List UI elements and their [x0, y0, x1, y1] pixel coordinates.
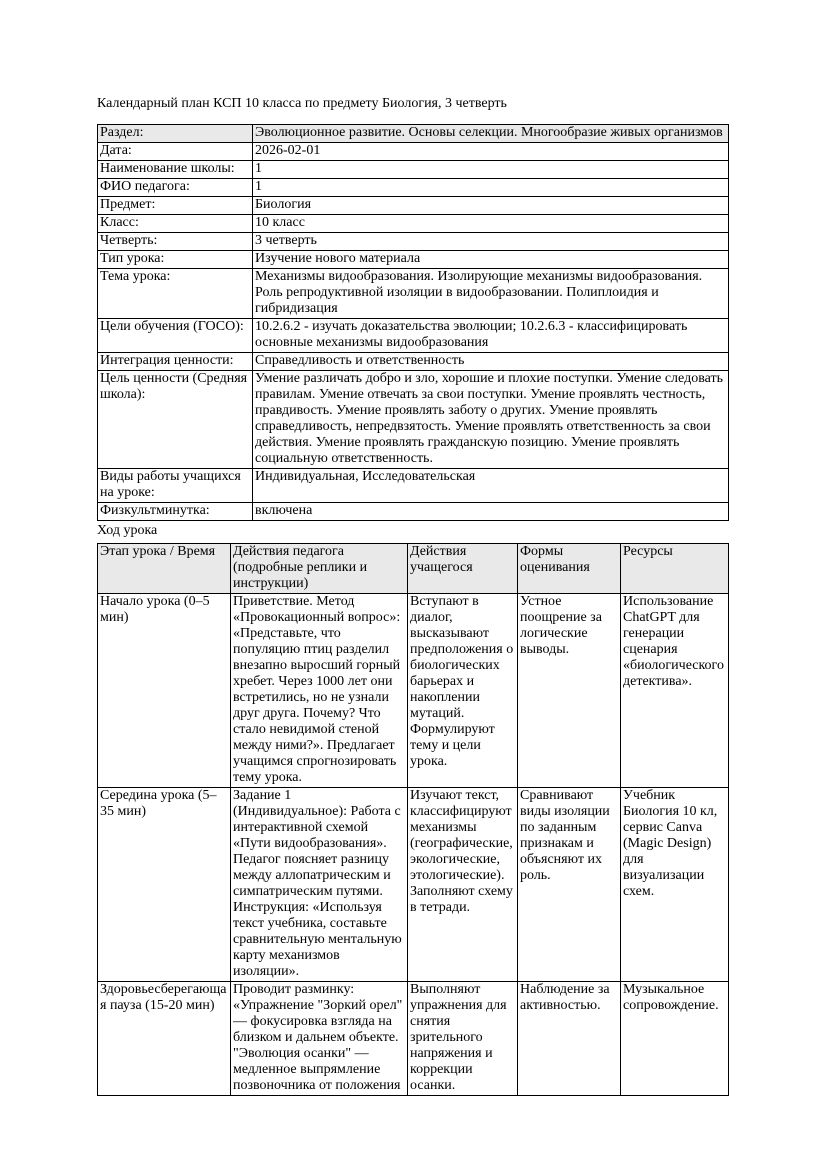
header-teacher-actions: Действия педагога (подробные реплики и инструкции): [231, 544, 408, 594]
info-row: [98, 319, 729, 353]
lesson-table-body: [98, 594, 729, 1096]
teacher-actions-cell: Проводит разминку: «Упражнение "Зоркий орел" — фокусировка взгляда на близком и дальнем объекте. "Эволюция осанки" — медленное выпрямление позвоночника от положения: [231, 982, 408, 1096]
info-row: [98, 503, 729, 521]
teacher-actions-cell: Задание 1 (Индивидуальное): Работа с интерактивной схемой «Пути видообразования». Педагог поясняет разницу между аллопатрическим и симпатрическим путями. Инструкция: «Используя текст учебника, составьте сравнительную ментальную карту механизмов изоляции».: [231, 788, 408, 982]
info-value-cell: 1: [253, 161, 729, 179]
info-label-cell: Предмет:: [98, 197, 253, 215]
info-value-cell: Справедливость и ответственность: [253, 353, 729, 371]
info-row: [98, 143, 729, 161]
header-resources: Ресурсы: [621, 544, 729, 594]
student-actions-cell: Изучают текст, классифицируют механизмы (географические, экологические, этологические). Заполняют схему в тетради.: [408, 788, 518, 982]
info-value-cell: Умение различать добро и зло, хорошие и плохие поступки. Умение следовать правилам. Умение отвечать за свои поступки. Умение проявлять честность, правдивость. Умение проявлять заботу о других. Умение проявлять справедливость, непредвзятость. Умение проявлять ответственность за свои действия. Умение проявлять гражданскую позицию. Умение проявлять социальную ответственность.: [253, 371, 729, 469]
stage-time-cell: Здоровьесберегающая пауза (15-20 мин): [98, 982, 231, 1096]
lesson-row: [98, 982, 729, 1096]
info-label-cell: Тип урока:: [98, 251, 253, 269]
assessment-cell: Устное поощрение за логические выводы.: [518, 594, 621, 788]
info-row: [98, 251, 729, 269]
info-row: [98, 125, 729, 143]
info-label-cell: Тема урока:: [98, 269, 253, 319]
student-actions-cell: Выполняют упражнения для снятия зрительного напряжения и коррекции осанки.: [408, 982, 518, 1096]
header-student-actions: Действия учащегося: [408, 544, 518, 594]
info-value-cell: Биология: [253, 197, 729, 215]
assessment-cell: Сравнивают виды изоляции по заданным признакам и объясняют их роль.: [518, 788, 621, 982]
resources-cell: Музыкальное сопровождение.: [621, 982, 729, 1096]
lesson-row: [98, 594, 729, 788]
info-value-cell: 1: [253, 179, 729, 197]
info-label-cell: Класс:: [98, 215, 253, 233]
info-row: [98, 371, 729, 469]
info-value-cell: 3 четверть: [253, 233, 729, 251]
stage-time-cell: Начало урока (0–5 мин): [98, 594, 231, 788]
teacher-actions-cell: Приветствие. Метод «Провокационный вопрос»: «Представьте, что популяцию птиц разделил внезапно выросший горный хребет. Через 1000 лет они встретились, но не узнали друг друга. Почему? Что стало невидимой стеной между ними?». Предлагает учащимся спрогнозировать тему урока.: [231, 594, 408, 788]
resources-cell: Использование ChatGPT для генерации сценария «биологического детектива».: [621, 594, 729, 788]
document-title: Календарный план КСП 10 класса по предмету Биология, 3 четверть: [97, 96, 507, 111]
info-row: [98, 215, 729, 233]
info-value-cell: 10.2.6.2 - изучать доказательства эволюции; 10.2.6.3 - классифицировать основные механизмы видообразования: [253, 319, 729, 353]
info-value-cell: Эволюционное развитие. Основы селекции. Многообразие живых организмов: [253, 125, 729, 143]
info-value-cell: включена: [253, 503, 729, 521]
info-table-body: [98, 125, 729, 521]
info-label-cell: Цель ценности (Средняя школа):: [98, 371, 253, 469]
info-label-cell: Физкультминутка:: [98, 503, 253, 521]
section-heading: Ход урока: [97, 523, 158, 538]
info-value-cell: Изучение нового материала: [253, 251, 729, 269]
lesson-row: [98, 788, 729, 982]
info-label-cell: Четверть:: [98, 233, 253, 251]
info-label-cell: Интеграция ценности:: [98, 353, 253, 371]
student-actions-cell: Вступают в диалог, высказывают предположения о биологических барьерах и накоплении мутаций. Формулируют тему и цели урока.: [408, 594, 518, 788]
info-label-cell: Раздел:: [98, 125, 253, 143]
stage-time-cell: Середина урока (5–35 мин): [98, 788, 231, 982]
info-value-cell: 10 класс: [253, 215, 729, 233]
assessment-cell: Наблюдение за активностью.: [518, 982, 621, 1096]
info-label-cell: Дата:: [98, 143, 253, 161]
lesson-table-header-row: [98, 544, 729, 594]
header-stage-time: Этап урока / Время: [98, 544, 231, 594]
info-row: [98, 161, 729, 179]
header-assessment-forms: Формы оценивания: [518, 544, 621, 594]
info-label-cell: Наименование школы:: [98, 161, 253, 179]
info-value-cell: Механизмы видообразования. Изолирующие механизмы видообразования. Роль репродуктивной изоляции в видообразовании. Полиплоидия и гибридизация: [253, 269, 729, 319]
lesson-table: [97, 543, 729, 1096]
resources-cell: Учебник Биология 10 кл, сервис Canva (Magic Design) для визуализации схем.: [621, 788, 729, 982]
info-value-cell: 2026-02-01: [253, 143, 729, 161]
info-row: [98, 179, 729, 197]
info-row: [98, 233, 729, 251]
info-value-cell: Индивидуальная, Исследовательская: [253, 469, 729, 503]
info-row: [98, 269, 729, 319]
info-label-cell: Виды работы учащихся на уроке:: [98, 469, 253, 503]
info-label-cell: Цели обучения (ГОСО):: [98, 319, 253, 353]
info-row: [98, 469, 729, 503]
info-table: [97, 124, 729, 521]
info-row: [98, 353, 729, 371]
info-label-cell: ФИО педагога:: [98, 179, 253, 197]
info-row: [98, 197, 729, 215]
